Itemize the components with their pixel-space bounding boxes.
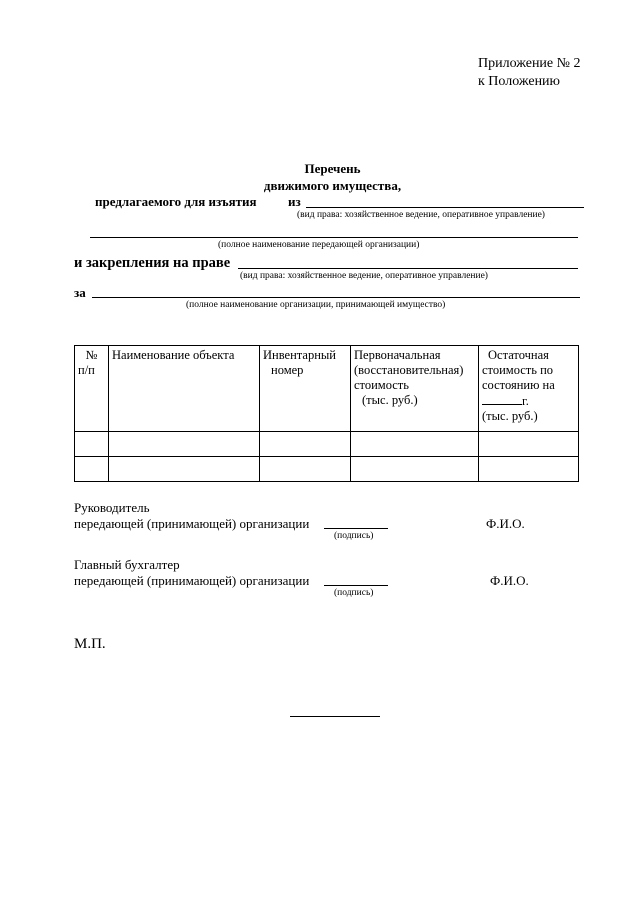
receiving-org-line — [92, 297, 580, 298]
table-cell — [260, 432, 351, 457]
stamp-label: М.П. — [74, 636, 106, 652]
table-cell — [109, 432, 260, 457]
transferring-org-line — [90, 237, 578, 238]
appendix-number: Приложение № 2 — [478, 56, 581, 71]
header-number: № п/п — [75, 346, 109, 432]
table-cell — [351, 457, 479, 482]
header-residual-cost: Остаточная стоимость по состоянию на г. (тыс. руб.) — [479, 346, 579, 432]
withdrawal-label: предлагаемого для изъятия — [95, 194, 257, 209]
table-row — [75, 432, 579, 457]
appendix-reference: к Положению — [478, 74, 561, 89]
table-cell — [75, 457, 109, 482]
from-field-line — [306, 207, 584, 208]
document-title: Перечень — [304, 161, 361, 176]
table-cell — [479, 432, 579, 457]
from-label: из — [288, 194, 301, 209]
header-initial-cost: Первоначальная (восстановительная) стоимость (тыс. руб.) — [351, 346, 479, 432]
document-subtitle: движимого имущества, — [263, 178, 402, 193]
head-signature-hint: (подпись) — [334, 531, 374, 541]
accountant-name-label: Ф.И.О. — [490, 573, 529, 588]
table-cell — [351, 432, 479, 457]
date-blank — [482, 393, 522, 405]
accountant-signature-hint: (подпись) — [334, 588, 374, 598]
table-cell — [260, 457, 351, 482]
transferring-org-hint: (полное наименование передающей организации) — [218, 240, 420, 250]
accountant-signature-line — [324, 585, 388, 586]
right-type-hint-1: (вид права: хозяйственное ведение, оперативное управление) — [297, 210, 545, 220]
table-row — [75, 457, 579, 482]
head-name-label: Ф.И.О. — [486, 516, 525, 531]
receiving-org-hint: (полное наименование организации, принимающей имущество) — [186, 300, 446, 310]
accountant-organization: передающей (принимающей) организации — [74, 573, 310, 588]
for-label: за — [74, 285, 86, 300]
accountant-title: Главный бухгалтер — [74, 557, 180, 572]
table-cell — [109, 457, 260, 482]
header-inventory-number: Инвентарный номер — [260, 346, 351, 432]
table-header-row — [75, 346, 579, 432]
right-type-hint-2: (вид права: хозяйственное ведение, оперативное управление) — [240, 271, 488, 281]
property-table — [74, 345, 579, 482]
assignment-label: и закрепления на праве — [74, 255, 231, 271]
head-title: Руководитель — [74, 500, 150, 515]
bottom-separator — [290, 716, 380, 717]
head-signature-line — [324, 528, 388, 529]
table-cell — [479, 457, 579, 482]
assignment-field-line — [238, 268, 578, 269]
header-object-name: Наименование объекта — [109, 346, 260, 432]
table-cell — [75, 432, 109, 457]
head-organization: передающей (принимающей) организации — [74, 516, 310, 531]
